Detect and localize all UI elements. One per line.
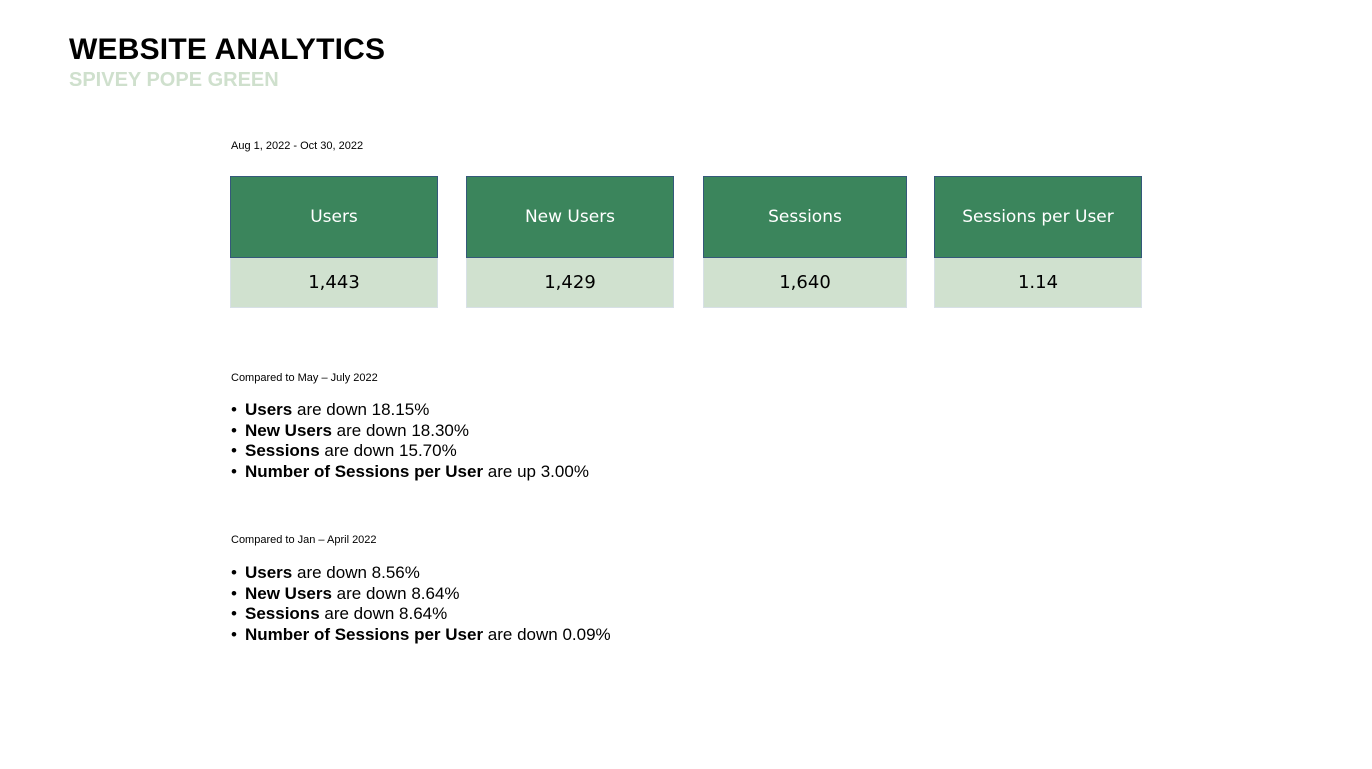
metric-card-value: 1.14 bbox=[934, 258, 1142, 308]
bullet: • bbox=[231, 563, 237, 582]
comparison-list bbox=[231, 563, 611, 646]
metric-card-label: New Users bbox=[466, 176, 674, 258]
metric-change: are down 8.56% bbox=[292, 563, 420, 582]
metric-card-value: 1,429 bbox=[466, 258, 674, 308]
metric-card-sessions bbox=[703, 176, 907, 308]
list-item bbox=[231, 625, 611, 646]
comparison-label: Compared to Jan – April 2022 bbox=[231, 534, 377, 546]
metric-name: Sessions bbox=[245, 441, 320, 461]
metric-card-label: Users bbox=[230, 176, 438, 258]
metric-card-label: Sessions bbox=[703, 176, 907, 258]
metric-name: Number of Sessions per User bbox=[245, 625, 484, 645]
bullet: • bbox=[231, 604, 237, 624]
metric-change: are down 8.64% bbox=[331, 583, 460, 603]
bullet: • bbox=[231, 583, 237, 603]
list-item bbox=[231, 441, 589, 462]
metric-card-value: 1,443 bbox=[230, 258, 438, 308]
metric-name: New Users bbox=[245, 583, 332, 603]
metric-card-users bbox=[230, 176, 438, 308]
list-item bbox=[231, 584, 611, 605]
list-item bbox=[231, 400, 589, 421]
bullet: • bbox=[231, 400, 237, 419]
bullet: • bbox=[231, 420, 237, 440]
metric-card-label: Sessions per User bbox=[934, 176, 1142, 258]
comparison-label: Compared to May – July 2022 bbox=[231, 372, 378, 384]
metric-card-value: 1,640 bbox=[703, 258, 907, 308]
bullet: • bbox=[231, 625, 237, 645]
metric-name: Sessions bbox=[245, 604, 320, 624]
bullet: • bbox=[231, 441, 237, 461]
metric-name: New Users bbox=[245, 420, 332, 440]
list-item bbox=[231, 604, 611, 625]
metric-name: Users bbox=[245, 563, 293, 582]
metric-name: Number of Sessions per User bbox=[245, 462, 484, 482]
page-title: WEBSITE ANALYTICS bbox=[69, 33, 386, 66]
list-item bbox=[231, 462, 589, 483]
metric-change: are up 3.00% bbox=[483, 462, 589, 482]
metric-change: are down 18.30% bbox=[331, 420, 469, 440]
metric-name: Users bbox=[245, 400, 293, 419]
metric-change: are down 15.70% bbox=[319, 441, 457, 461]
metric-change: are down 18.15% bbox=[292, 400, 430, 419]
metric-change: are down 0.09% bbox=[483, 625, 611, 645]
comparison-list bbox=[231, 400, 589, 483]
list-item bbox=[231, 563, 611, 584]
date-range: Aug 1, 2022 - Oct 30, 2022 bbox=[231, 140, 364, 152]
metric-change: are down 8.64% bbox=[319, 604, 448, 624]
bullet: • bbox=[231, 462, 237, 482]
metric-card-sessions-per-user bbox=[934, 176, 1142, 308]
metric-card-new-users bbox=[466, 176, 674, 308]
list-item bbox=[231, 421, 589, 442]
page-subtitle: SPIVEY POPE GREEN bbox=[69, 69, 279, 91]
